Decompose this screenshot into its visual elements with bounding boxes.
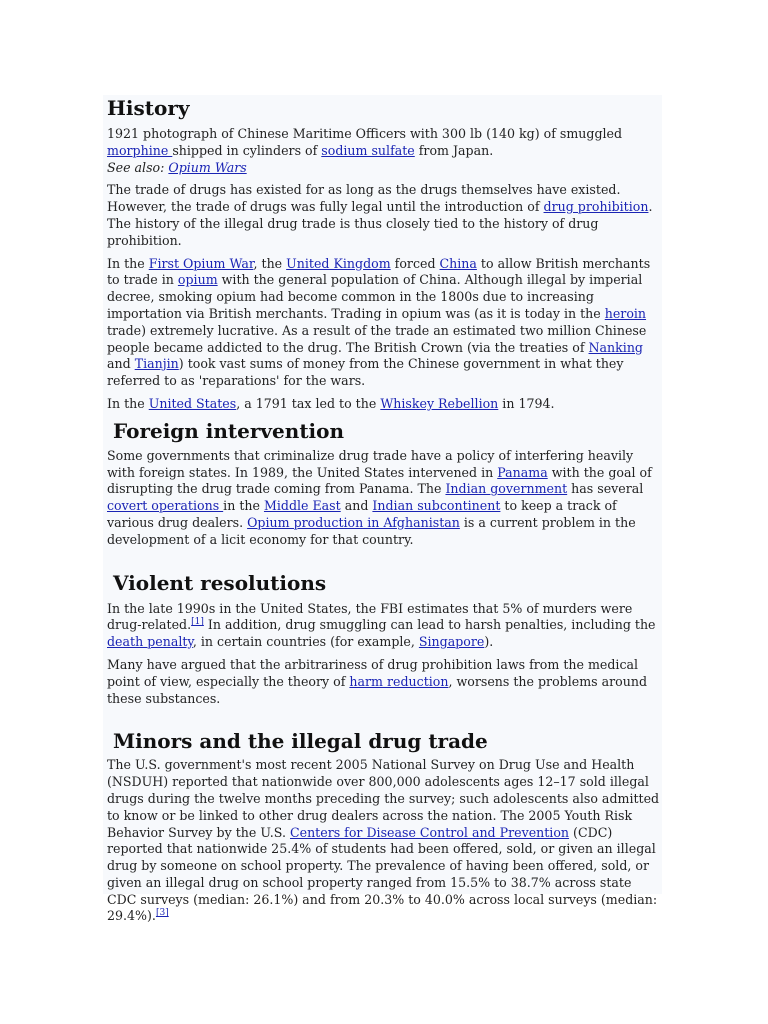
link-sodium-sulfate[interactable]: sodium sulfate	[321, 142, 415, 158]
link-opium-wars[interactable]: Opium Wars	[168, 159, 247, 175]
history-paragraph-2: In the First Opium War, the United Kingdom forced China to allow British merchants to trade in opium with the general population of China. Although illegal by imperial decree, smoking opium had become common in the 1800s due to increasing importation via British merchants. Trading in opium was (as it is today in the heroin trade) extremely lucrative. As a result of the trade an estimated two million Chinese people became addicted to the drug. The British Crown (via the treaties of Nanking and Tianjin) took vast sums of money from the Chinese government in what they referred to as 'reparations' for the wars.	[107, 255, 651, 389]
heading-foreign-intervention: Foreign intervention	[113, 418, 345, 443]
link-morphine[interactable]: morphine	[107, 142, 173, 158]
article-content	[107, 93, 663, 925]
link-covert-operations[interactable]: covert operations	[107, 498, 224, 514]
heading-history: History	[107, 96, 190, 120]
link-opium-production-afghanistan[interactable]: Opium production in Afghanistan	[247, 514, 460, 530]
photo-caption: 1921 photograph of Chinese Maritime Officers with 300 lb (140 kg) of smuggled morphine shipped in cylinders of sodium sulfate from Japan.	[107, 126, 623, 158]
link-panama[interactable]: Panama	[497, 464, 548, 480]
reference-3[interactable]: [3]	[155, 908, 169, 919]
link-harm-reduction[interactable]: harm reduction	[349, 673, 449, 689]
link-middle-east[interactable]: Middle East	[263, 498, 341, 514]
violent-paragraph-1: In the late 1990s in the United States, the FBI estimates that 5% of murders were drug-related.[1] In addition, drug smuggling can lead to harsh penalties, including the death penalty, in certain countries (for example, Singapore).	[107, 600, 656, 650]
link-nanking[interactable]: Nanking	[588, 339, 643, 355]
link-united-states[interactable]: United States	[148, 395, 237, 411]
reference-1[interactable]: [1]	[191, 617, 204, 628]
link-cdc[interactable]: Centers for Disease Control and Prevention	[289, 824, 570, 840]
link-whiskey-rebellion[interactable]: Whiskey Rebellion	[380, 395, 499, 411]
history-paragraph-3: In the United States, a 1791 tax led to the Whiskey Rebellion in 1794.	[107, 395, 555, 411]
heading-violent-resolutions: Violent resolutions	[113, 570, 327, 595]
heading-minors-drug-trade: Minors and the illegal drug trade	[113, 729, 488, 754]
link-opium[interactable]: opium	[177, 272, 218, 288]
link-singapore[interactable]: Singapore	[418, 634, 485, 650]
link-indian-subcontinent[interactable]: Indian subcontinent	[372, 498, 501, 514]
link-china[interactable]: China	[439, 255, 477, 271]
link-heroin[interactable]: heroin	[604, 305, 647, 321]
history-paragraph-1: The trade of drugs has existed for as long as the drugs themselves have existed. However, the trade of drugs was fully legal until the introduction of drug prohibition. The history of the illegal drug trade is thus closely tied to the history of drug prohibition.	[107, 182, 653, 248]
see-also: See also: Opium Wars	[107, 159, 247, 175]
minors-paragraph-1: The U.S. government's most recent 2005 National Survey on Drug Use and Health (NSDUH) reported that nationwide over 800,000 adolescents ages 12–17 sold illegal drugs during the twelve months preceding the survey; such adolescents also admitted to know or be linked to other drug dealers across the nation. The 2005 Youth Risk Behavior Survey by the U.S. Centers for Disease Control and Prevention (CDC) reported that nationwide 25.4% of students had been offered, sold, or given an illegal drug by someone on school property. The prevalence of having been offered, sold, or given an illegal drug on school property ranged from 15.5% to 38.7% across state CDC surveys (median: 26.1%) and from 20.3% to 40.0% across local surveys (median: 29.4%).[3]	[107, 757, 660, 924]
link-tianjin[interactable]: Tianjin	[134, 356, 179, 372]
foreign-paragraph-1: Some governments that criminalize drug trade have a policy of interfering heavily with foreign states. In 1989, the United States intervened in Panama with the goal of disrupting the drug trade coming from Panama. The Indian government has several covert operations in the Middle East and Indian subcontinent to keep a track of various drug dealers. Opium production in Afghanistan is a current problem in the development of a licit economy for that country.	[107, 447, 652, 547]
link-drug-prohibition[interactable]: drug prohibition	[543, 199, 649, 215]
link-death-penalty[interactable]: death penalty	[107, 634, 193, 650]
link-indian-government[interactable]: Indian government	[445, 481, 568, 497]
violent-paragraph-2: Many have argued that the arbitrariness of drug prohibition laws from the medical point of view, especially the theory of harm reduction, worsens the problems around these substances.	[107, 656, 648, 706]
link-first-opium-war[interactable]: First Opium War	[148, 255, 254, 271]
link-united-kingdom[interactable]: United Kingdom	[286, 255, 391, 271]
